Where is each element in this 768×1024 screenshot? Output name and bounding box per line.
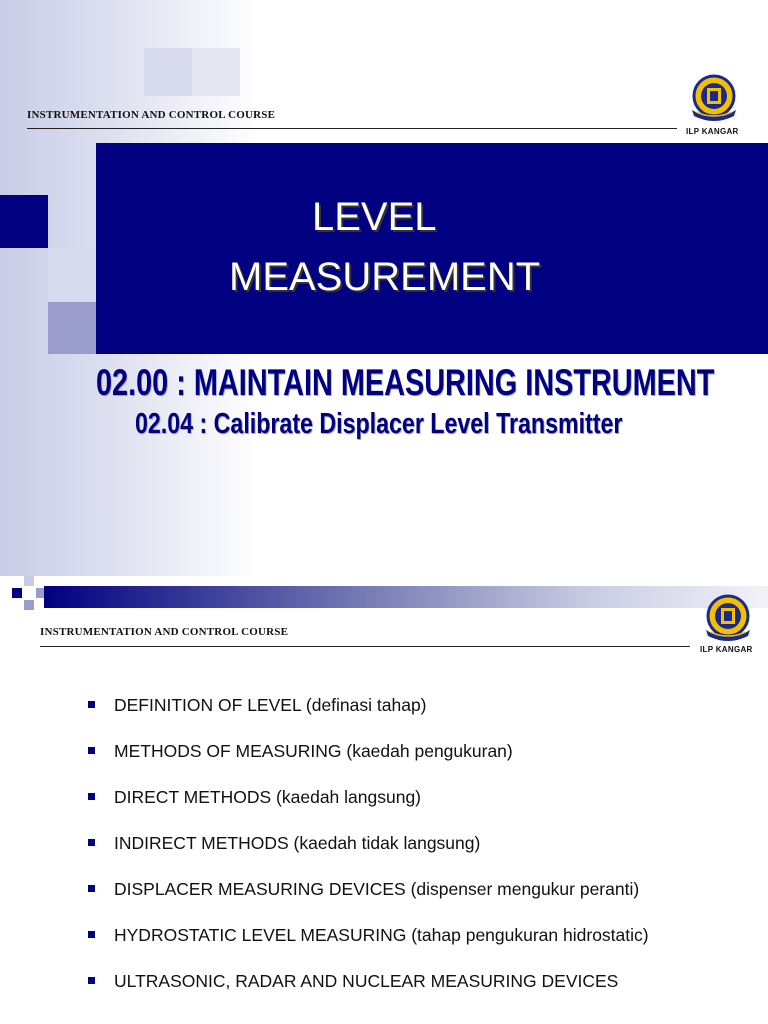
deco-square (192, 48, 240, 96)
list-item (88, 831, 649, 877)
bullet-square-icon (88, 885, 95, 892)
topic-list (88, 693, 649, 1015)
list-item (88, 877, 649, 923)
task-title: 02.04 : Calibrate Displacer Level Transmitter (135, 408, 623, 440)
list-item-text: ULTRASONIC, RADAR AND NUCLEAR MEASURING DEVICES (114, 971, 619, 991)
list-item-text: HYDROSTATIC LEVEL MEASURING (tahap pengukuran hidrostatic) (114, 925, 649, 945)
deco-square (24, 576, 34, 586)
list-item (88, 739, 649, 785)
list-item-text: INDIRECT METHODS (kaedah tidak langsung) (114, 833, 481, 853)
header-gradient-bar (44, 586, 768, 608)
bullet-square-icon (88, 839, 95, 846)
title-line-1: LEVEL (312, 195, 437, 239)
list-item-text: DIRECT METHODS (kaedah langsung) (114, 787, 422, 807)
deco-square (0, 195, 48, 248)
list-item-text: METHODS OF MEASURING (kaedah pengukuran) (114, 741, 513, 761)
deco-square (12, 588, 22, 598)
bullet-square-icon (88, 977, 95, 984)
title-banner (96, 143, 768, 354)
deco-square (144, 48, 192, 96)
bullet-square-icon (88, 793, 95, 800)
ilp-crest-logo (700, 592, 756, 644)
bullet-square-icon (88, 931, 95, 938)
logo-caption: ILP KANGAR (700, 645, 753, 654)
list-item-text: DISPLACER MEASURING DEVICES (dispenser mengukur peranti) (114, 879, 640, 899)
header-rule (40, 646, 690, 647)
bullet-square-icon (88, 747, 95, 754)
logo-caption: ILP KANGAR (686, 127, 739, 136)
content-slide (0, 576, 768, 1024)
list-item (88, 969, 649, 1015)
title-line-2: MEASUREMENT (229, 255, 541, 299)
deco-square (24, 600, 34, 610)
module-title: 02.00 : MAINTAIN MEASURING INSTRUMENT (96, 362, 715, 403)
course-title: INSTRUMENTATION AND CONTROL COURSE (27, 109, 276, 121)
deco-square (48, 302, 96, 354)
list-item-text: DEFINITION OF LEVEL (definasi tahap) (114, 695, 427, 715)
header-rule (27, 128, 677, 129)
ilp-crest-logo (686, 72, 742, 124)
bullet-square-icon (88, 701, 95, 708)
list-item (88, 923, 649, 969)
list-item (88, 693, 649, 739)
deco-square (48, 248, 96, 302)
course-title: INSTRUMENTATION AND CONTROL COURSE (40, 626, 289, 638)
list-item (88, 785, 649, 831)
